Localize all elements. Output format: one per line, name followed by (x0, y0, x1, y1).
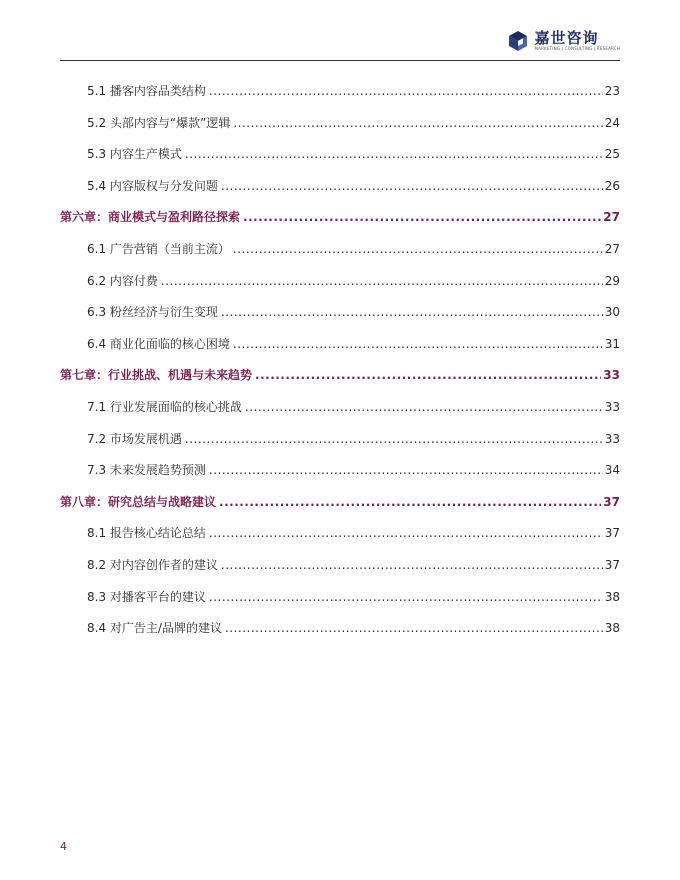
toc-entry-page: 26 (604, 178, 620, 193)
toc-dot-leader (209, 455, 603, 487)
toc-entry-title: 7.3 未来发展趋势预测 (87, 463, 206, 478)
toc-entry-title: 8.3 对播客平台的建议 (87, 589, 206, 604)
toc-entry-title: 7.2 市场发展机遇 (87, 431, 182, 446)
toc-dot-leader (255, 360, 601, 392)
toc-entry-page: 30 (604, 305, 620, 320)
toc-entry-title: 6.4 商业化面临的核心困境 (87, 336, 230, 351)
brand-tagline: MARKETING | CONSULTING | RESEARCH (534, 46, 620, 51)
toc-entry-page: 33 (604, 399, 620, 414)
toc-entry-title: 第六章：商业模式与盈利路径探索 (60, 210, 241, 225)
toc-entry-title: 第八章：研究总结与战略建议 (60, 494, 217, 509)
toc-entry-page: 37 (604, 557, 620, 572)
toc-entry-title: 第七章：行业挑战、机遇与未来趋势 (60, 368, 253, 383)
toc-dot-leader (209, 76, 603, 108)
toc-section-entry[interactable] (60, 518, 620, 550)
toc-section-entry[interactable] (60, 234, 620, 266)
toc-entry-page: 33 (603, 368, 620, 383)
toc-chapter-entry[interactable] (60, 360, 620, 392)
toc-entry-page: 33 (604, 431, 620, 446)
toc-entry-page: 27 (604, 241, 620, 256)
toc-entry-page: 37 (603, 494, 620, 509)
toc-dot-leader (233, 329, 603, 361)
toc-section-entry[interactable] (60, 297, 620, 329)
brand-logo (507, 30, 621, 52)
toc-dot-leader (233, 234, 603, 266)
toc-section-entry[interactable] (60, 139, 620, 171)
toc-dot-leader (219, 487, 601, 519)
toc-entry-title: 5.1 播客内容品类结构 (87, 84, 206, 98)
toc-entry-title: 6.3 粉丝经济与衍生变现 (87, 305, 218, 320)
toc-dot-leader (221, 550, 603, 582)
header-divider (60, 60, 620, 61)
toc-entry-title: 5.2 头部内容与“爆款”逻辑 (87, 115, 231, 130)
toc-section-entry[interactable] (60, 424, 620, 456)
toc-dot-leader (225, 613, 603, 645)
table-of-contents (60, 76, 620, 645)
toc-dot-leader (185, 139, 603, 171)
toc-section-entry[interactable] (60, 455, 620, 487)
toc-section-entry[interactable] (60, 266, 620, 298)
toc-section-entry[interactable] (60, 76, 620, 108)
page-number: 4 (60, 840, 67, 853)
toc-entry-page: 27 (603, 210, 620, 225)
toc-dot-leader (221, 297, 603, 329)
toc-chapter-entry[interactable] (60, 487, 620, 519)
toc-dot-leader (243, 202, 601, 234)
cube-logo-icon (507, 30, 529, 52)
brand-name: 嘉世咨询 (534, 29, 599, 47)
toc-section-entry[interactable] (60, 550, 620, 582)
toc-entry-title: 6.2 内容付费 (87, 273, 158, 288)
toc-dot-leader (185, 424, 603, 456)
toc-entry-title: 8.4 对广告主/品牌的建议 (87, 621, 222, 636)
toc-entry-page: 24 (604, 115, 620, 130)
toc-section-entry[interactable] (60, 171, 620, 203)
toc-entry-page: 37 (604, 526, 620, 541)
toc-section-entry[interactable] (60, 392, 620, 424)
toc-entry-page: 31 (604, 336, 620, 351)
toc-dot-leader (245, 392, 603, 424)
toc-entry-title: 7.1 行业发展面临的核心挑战 (87, 399, 242, 414)
toc-dot-leader (209, 582, 603, 614)
page-header (0, 0, 680, 62)
toc-section-entry[interactable] (60, 108, 620, 140)
toc-dot-leader (161, 266, 603, 298)
toc-entry-title: 8.2 对内容创作者的建议 (87, 557, 218, 572)
toc-entry-title: 5.4 内容版权与分发问题 (87, 178, 218, 193)
toc-section-entry[interactable] (60, 582, 620, 614)
toc-entry-page: 38 (604, 621, 620, 636)
toc-dot-leader (233, 108, 602, 140)
toc-entry-page: 38 (604, 589, 620, 604)
toc-entry-title: 6.1 广告营销（当前主流） (87, 241, 230, 256)
toc-dot-leader (209, 518, 603, 550)
toc-entry-page: 29 (604, 273, 620, 288)
toc-entry-title: 5.3 内容生产模式 (87, 147, 182, 162)
toc-section-entry[interactable] (60, 613, 620, 645)
toc-entry-title: 8.1 报告核心结论总结 (87, 526, 206, 541)
toc-dot-leader (221, 171, 603, 203)
toc-entry-page: 23 (604, 84, 620, 98)
toc-section-entry[interactable] (60, 329, 620, 361)
toc-chapter-entry[interactable] (60, 202, 620, 234)
toc-entry-page: 25 (604, 147, 620, 162)
toc-entry-page: 34 (604, 463, 620, 478)
